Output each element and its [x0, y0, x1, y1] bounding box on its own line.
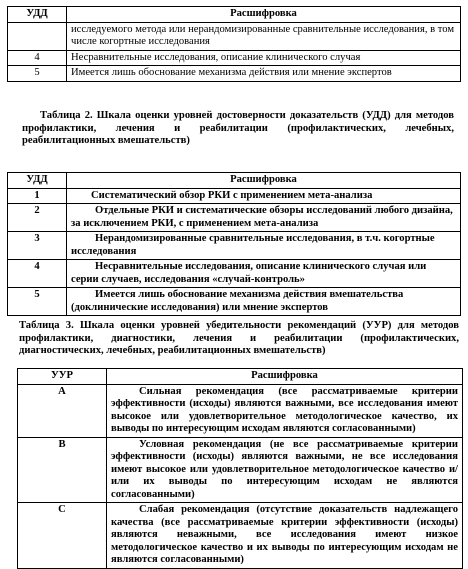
column-header-code: УДД [8, 173, 67, 189]
row-code: A [18, 384, 107, 437]
table-3-caption [19, 320, 459, 358]
table-row [8, 66, 461, 82]
row-description: Несравнительные исследования, описание клинического случая [67, 50, 461, 66]
table-row [18, 384, 463, 437]
row-code: 4 [8, 260, 67, 288]
row-description: Сильная рекомендация (все рассматриваемые критерии эффективности (исходы) являются важными, все исследования имеют высокое или удовлетворительное методологическое качество, их выводы по интересующим исходам являются согласованными) [107, 384, 463, 437]
table-row [8, 260, 461, 288]
row-description: Нерандомизированные сравнительные исследования, в т.ч. когортные исследования [67, 232, 461, 260]
column-header-code: УУР [18, 369, 107, 385]
table-row [8, 232, 461, 260]
row-description: Имеется лишь обоснование механизма действия вмешательства (доклинические исследования) или мнение экспертов [67, 288, 461, 316]
table-udd-methods [7, 172, 461, 316]
table-row [8, 204, 461, 232]
table-header-row [8, 173, 461, 189]
row-code: C [18, 503, 107, 569]
table-row [18, 437, 463, 503]
row-description: Систематический обзор РКИ с применением мета-анализа [67, 188, 461, 204]
table-uur [17, 368, 463, 569]
column-header-description: Расшифровка [67, 173, 461, 189]
table-udd-continued [7, 6, 461, 82]
row-code: 4 [8, 50, 67, 66]
row-description: Условная рекомендация (не все рассматриваемые критерии эффективности (исходы) являются важными, не все исследования имеют высокое или удовлетворительное методологическое качество и/или их выводы по интересующим исходам не являются согласованными) [107, 437, 463, 503]
table-2-caption [22, 110, 454, 148]
row-code: 1 [8, 188, 67, 204]
table-row [18, 503, 463, 569]
row-code [8, 22, 67, 50]
table-header-row [18, 369, 463, 385]
column-header-code: УДД [8, 7, 67, 23]
table-3-caption-text: Таблица 3. Шкала оценки уровней убедительности рекомендаций (УУР) для методов профилактики, диагностики, лечения и реабилитации (профилактических, диагностических, лечебных, реабилитационных вмешательств) [19, 320, 459, 356]
row-code: 5 [8, 66, 67, 82]
column-header-description: Расшифровка [107, 369, 463, 385]
table-row [8, 22, 461, 50]
table-header-row [8, 7, 461, 23]
row-code: 2 [8, 204, 67, 232]
row-description: Имеется лишь обоснование механизма действия или мнение экспертов [67, 66, 461, 82]
column-header-description: Расшифровка [67, 7, 461, 23]
row-code: 3 [8, 232, 67, 260]
table-row [8, 188, 461, 204]
table-row [8, 50, 461, 66]
table-2-caption-text: Таблица 2. Шкала оценки уровней достоверности доказательств (УДД) для методов профилактики, лечения и реабилитации (профилактических, лечебных, реабилитационных вмешательств) [22, 110, 454, 146]
row-description: Слабая рекомендация (отсутствие доказательств надлежащего качества (все рассматриваемые критерии эффективности (исходы) являются неважными, все исследования имеют низкое методологическое качество и их выводы по интересующим исходам не являются согласованными) [107, 503, 463, 569]
row-code: 5 [8, 288, 67, 316]
row-description: исследуемого метода или нерандомизированные сравнительные исследования, в том числе когортные исследования [67, 22, 461, 50]
row-code: B [18, 437, 107, 503]
row-description: Несравнительные исследования, описание клинического случая или серии случаев, исследования «случай-контроль» [67, 260, 461, 288]
table-row [8, 288, 461, 316]
row-description: Отдельные РКИ и систематические обзоры исследований любого дизайна, за исключением РКИ, с применением мета-анализа [67, 204, 461, 232]
